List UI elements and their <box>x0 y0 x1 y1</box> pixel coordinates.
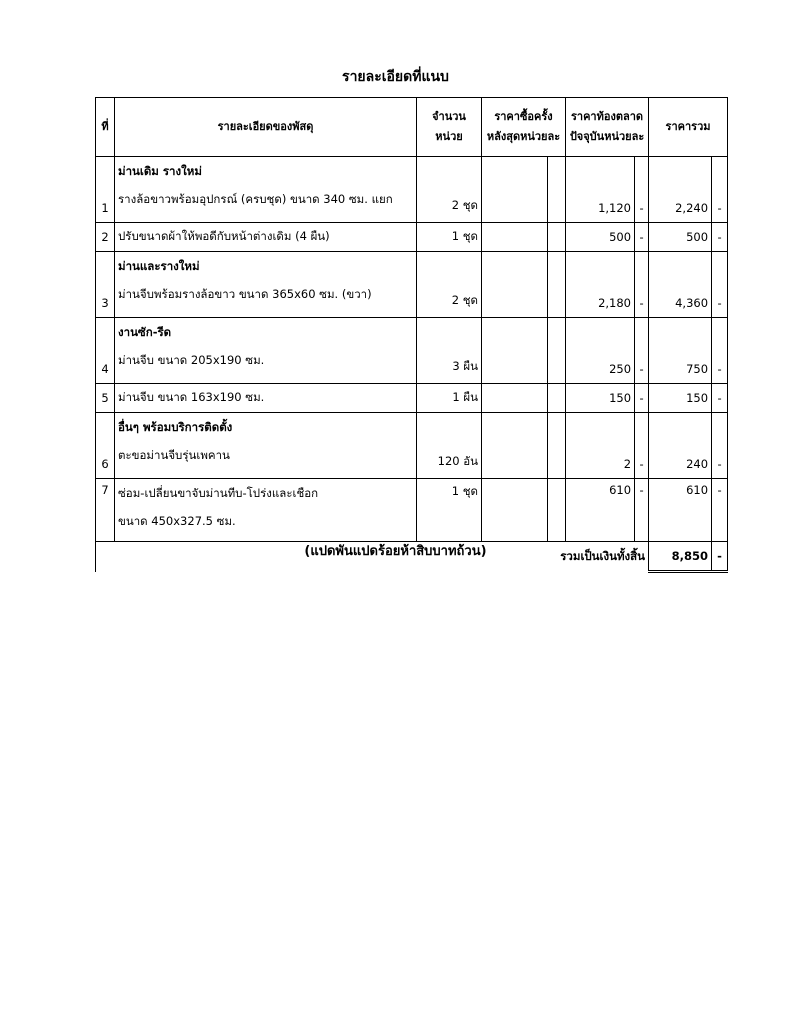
row-market-price: 2,180 <box>566 252 635 318</box>
header-last-price-line1: ราคาซื้อครั้ง <box>494 110 553 123</box>
row-total-dec: - <box>712 384 728 413</box>
row-description-text: ม่านจีบพร้อมรางล้อขาว ขนาด 365x60 ซม. (ขวา) <box>118 287 372 301</box>
row-market-price-dec: - <box>635 413 649 479</box>
row-total: 150 <box>649 384 712 413</box>
row-total: 750 <box>649 318 712 384</box>
row-description <box>115 413 417 479</box>
header-no: ที่ <box>96 98 115 157</box>
row-description-text: ซ่อม-เปลี่ยนขาจับม่านทีบ-โปร่งและเชือก <box>118 486 319 500</box>
header-description: รายละเอียดของพัสดุ <box>115 98 417 157</box>
row-last-price-dec <box>548 223 566 252</box>
row-last-price <box>482 318 548 384</box>
row-description <box>115 157 417 223</box>
row-last-price <box>482 384 548 413</box>
row-market-price: 500 <box>566 223 635 252</box>
row-total: 4,360 <box>649 252 712 318</box>
table-row <box>96 157 728 223</box>
table-row <box>96 384 728 413</box>
header-quantity <box>417 98 482 157</box>
row-no: 3 <box>96 252 115 318</box>
row-total-dec: - <box>712 252 728 318</box>
row-no: 2 <box>96 223 115 252</box>
row-last-price-dec <box>548 413 566 479</box>
row-quantity: 2 ชุด <box>417 157 482 223</box>
row-market-price-dec: - <box>635 252 649 318</box>
table-row <box>96 479 728 542</box>
row-quantity: 1 ชุด <box>417 223 482 252</box>
row-total-dec: - <box>712 413 728 479</box>
row-market-price-dec: - <box>635 479 649 542</box>
grand-total-value: 8,850 <box>649 542 712 572</box>
row-description-text-2: ขนาด 450x327.5 ซม. <box>118 514 236 528</box>
row-no: 6 <box>96 413 115 479</box>
document-title: รายละเอียดที่แนบ <box>342 69 449 85</box>
row-quantity: 120 อัน <box>417 413 482 479</box>
row-last-price <box>482 413 548 479</box>
row-total-dec: - <box>712 157 728 223</box>
table-row <box>96 223 728 252</box>
header-market-price <box>566 98 649 157</box>
row-market-price-dec: - <box>635 318 649 384</box>
row-last-price-dec <box>548 157 566 223</box>
row-market-price: 610 <box>566 479 635 542</box>
row-description <box>115 318 417 384</box>
section-heading: อื่นๆ พร้อมบริการติดตั้ง <box>118 420 233 434</box>
row-description-text: รางล้อขาวพร้อมอุปกรณ์ (ครบชุด) ขนาด 340 ซม. แยก <box>118 192 393 206</box>
row-total: 2,240 <box>649 157 712 223</box>
row-no: 7 <box>96 479 115 542</box>
table-row <box>96 318 728 384</box>
header-last-price-line2: หลังสุดหน่วยละ <box>486 130 561 143</box>
row-description-text: ม่านจีบ ขนาด 205x190 ซม. <box>118 353 265 367</box>
section-heading: งานซัก-รีด <box>118 325 172 339</box>
row-last-price-dec <box>548 318 566 384</box>
header-total: ราคารวม <box>649 98 728 157</box>
row-quantity: 1 ชุด <box>417 479 482 542</box>
header-row <box>96 98 728 157</box>
table-row <box>96 252 728 318</box>
grand-total-dec: - <box>712 542 728 572</box>
row-total-dec: - <box>712 318 728 384</box>
amount-in-words: (แปดพันแปดร้อยห้าสิบบาทถ้วน) <box>304 544 487 559</box>
row-quantity: 1 ผืน <box>417 384 482 413</box>
row-description-text: ตะขอม่านจีบรุ่นเพคาน <box>118 448 230 462</box>
row-quantity: 3 ผืน <box>417 318 482 384</box>
table-row <box>96 413 728 479</box>
row-quantity: 2 ชุด <box>417 252 482 318</box>
row-total: 500 <box>649 223 712 252</box>
row-description: ม่านจีบ ขนาด 163x190 ซม. <box>115 384 417 413</box>
header-market-price-line2: ปัจจุบันหน่วยละ <box>569 130 645 143</box>
grand-total-label: รวมเป็นเงินทั้งสิ้น <box>96 542 649 572</box>
section-heading: ม่านเดิม รางใหม่ <box>118 164 202 178</box>
header-quantity-line2: หน่วย <box>435 130 463 143</box>
row-last-price <box>482 157 548 223</box>
header-quantity-line1: จำนวน <box>432 110 466 123</box>
row-total: 240 <box>649 413 712 479</box>
row-last-price <box>482 223 548 252</box>
section-heading: ม่านและรางใหม่ <box>118 259 200 273</box>
row-market-price: 2 <box>566 413 635 479</box>
row-no: 1 <box>96 157 115 223</box>
row-description <box>115 479 417 542</box>
items-table <box>95 97 728 573</box>
row-no: 5 <box>96 384 115 413</box>
row-total-dec: - <box>712 223 728 252</box>
row-description <box>115 252 417 318</box>
row-market-price-dec: - <box>635 157 649 223</box>
row-last-price-dec <box>548 252 566 318</box>
row-no: 4 <box>96 318 115 384</box>
row-last-price <box>482 252 548 318</box>
row-market-price: 250 <box>566 318 635 384</box>
row-market-price: 150 <box>566 384 635 413</box>
row-market-price: 1,120 <box>566 157 635 223</box>
row-last-price <box>482 479 548 542</box>
row-description: ปรับขนาดผ้าให้พอดีกับหน้าต่างเดิม (4 ผืน) <box>115 223 417 252</box>
row-last-price-dec <box>548 479 566 542</box>
header-last-price <box>482 98 566 157</box>
row-last-price-dec <box>548 384 566 413</box>
row-total: 610 <box>649 479 712 542</box>
row-market-price-dec: - <box>635 384 649 413</box>
header-market-price-line1: ราคาท้องตลาด <box>570 110 644 123</box>
row-market-price-dec: - <box>635 223 649 252</box>
row-total-dec: - <box>712 479 728 542</box>
